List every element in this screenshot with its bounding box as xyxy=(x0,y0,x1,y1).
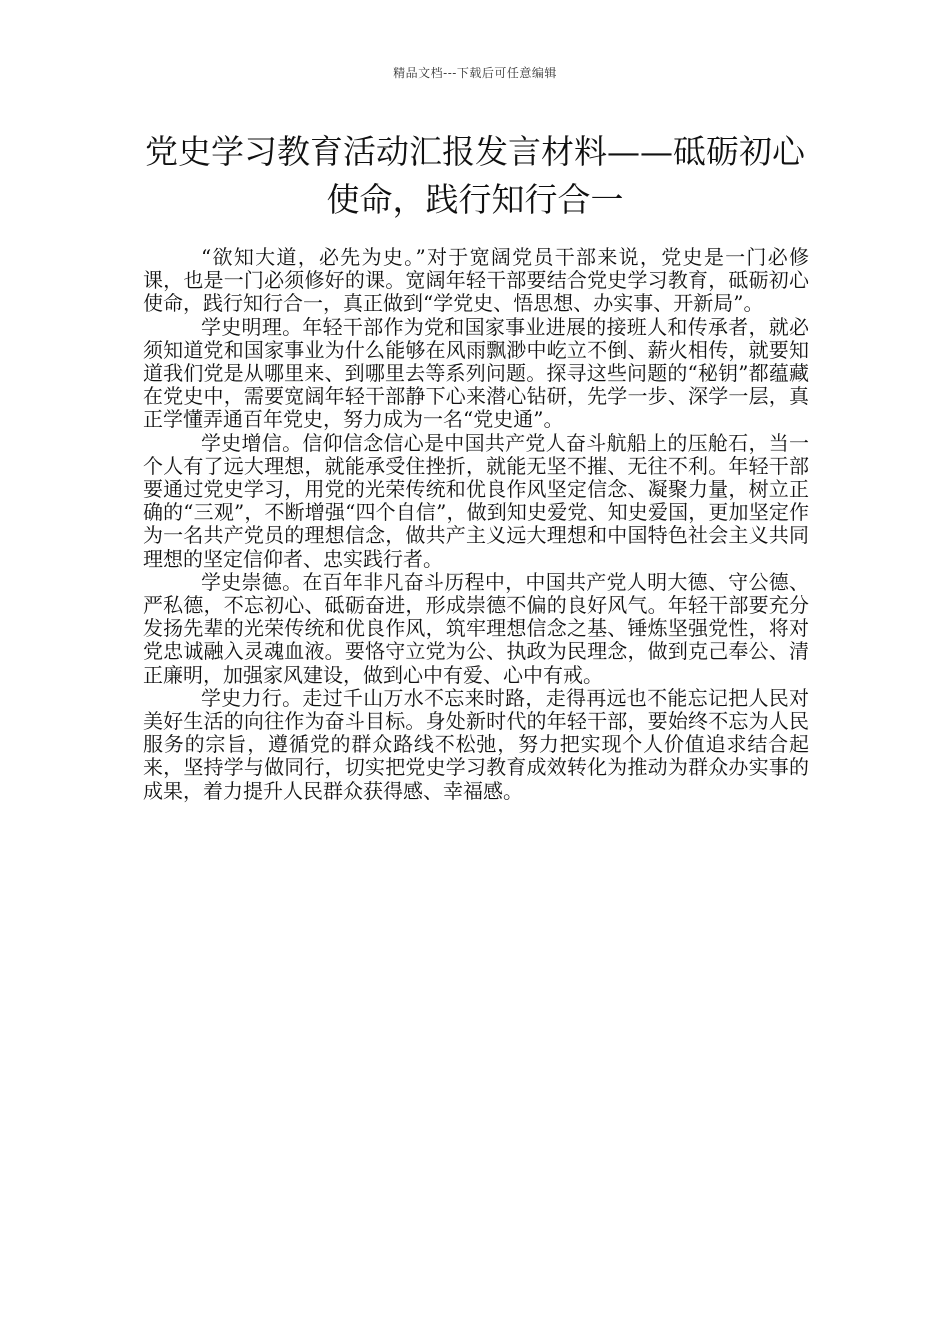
paragraph-xue-shi-zeng-xin: 学史增信。信仰信念信心是中国共产党人奋斗航船上的压舱石，当一个人有了远大理想，就能承受住挫折，就能无坚不摧、无往不利。年轻干部要通过党史学习，用党的光荣传统和优良作风坚定信念、凝聚力量，树立正确的“三观”，不断增强“四个自信”，做到知史爱党、知史爱国，更加坚定作为一名共产党员的理想信念，做共产主义远大理想和中国特色社会主义共同理想的坚定信仰者、忠实践行者。 xyxy=(143,430,809,571)
page-header: 精品文档---下载后可任意编辑 xyxy=(393,66,557,80)
paragraph-xue-shi-chong-de: 学史崇德。在百年非凡奋斗历程中，中国共产党人明大德、守公德、严私德，不忘初心、砥砺奋进，形成崇德不偏的良好风气。年轻干部要充分发扬先辈的光荣传统和优良作风，筑牢理想信念之基、锤炼坚强党性，将对党忠诚融入灵魂血液。要恪守立党为公、执政为民理念，做到克己奉公、清正廉明，加强家风建设，做到心中有爱、心中有戒。 xyxy=(143,569,809,687)
paragraph-intro: “欲知大道，必先为史。”对于宽阔党员干部来说，党史是一门必修课，也是一门必须修好的课。宽阔年轻干部要结合党史学习教育，砥砺初心使命，践行知行合一，真正做到“学党史、悟思想、办实事、开新局”。 xyxy=(143,245,809,316)
document-title: 党史学习教育活动汇报发言材料——砥砺初心使命，践行知行合一 xyxy=(145,132,805,219)
paragraph-xue-shi-li-xing: 学史力行。走过千山万水不忘来时路，走得再远也不能忘记把人民对美好生活的向往作为奋斗目标。身处新时代的年轻干部，要始终不忘为人民服务的宗旨，遵循党的群众路线不松弛，努力把实现个人价值追求结合起来，坚持学与做同行，切实把党史学习教育成效转化为推动为群众办实事的成果，着力提升人民群众获得感、幸福感。 xyxy=(143,685,809,803)
paragraph-xue-shi-ming-li: 学史明理。年轻干部作为党和国家事业进展的接班人和传承者，就必须知道党和国家事业为什么能够在风雨飘渺中屹立不倒、薪火相传，就要知道我们党是从哪里来、到哪里去等系列问题。探寻这些问题的“秘钥”都蕴藏在党史中，需要宽阔年轻干部静下心来潜心钻研，先学一步、深学一层，真正学懂弄通百年党史，努力成为一名“党史通”。 xyxy=(143,314,809,432)
document-body xyxy=(143,246,809,803)
